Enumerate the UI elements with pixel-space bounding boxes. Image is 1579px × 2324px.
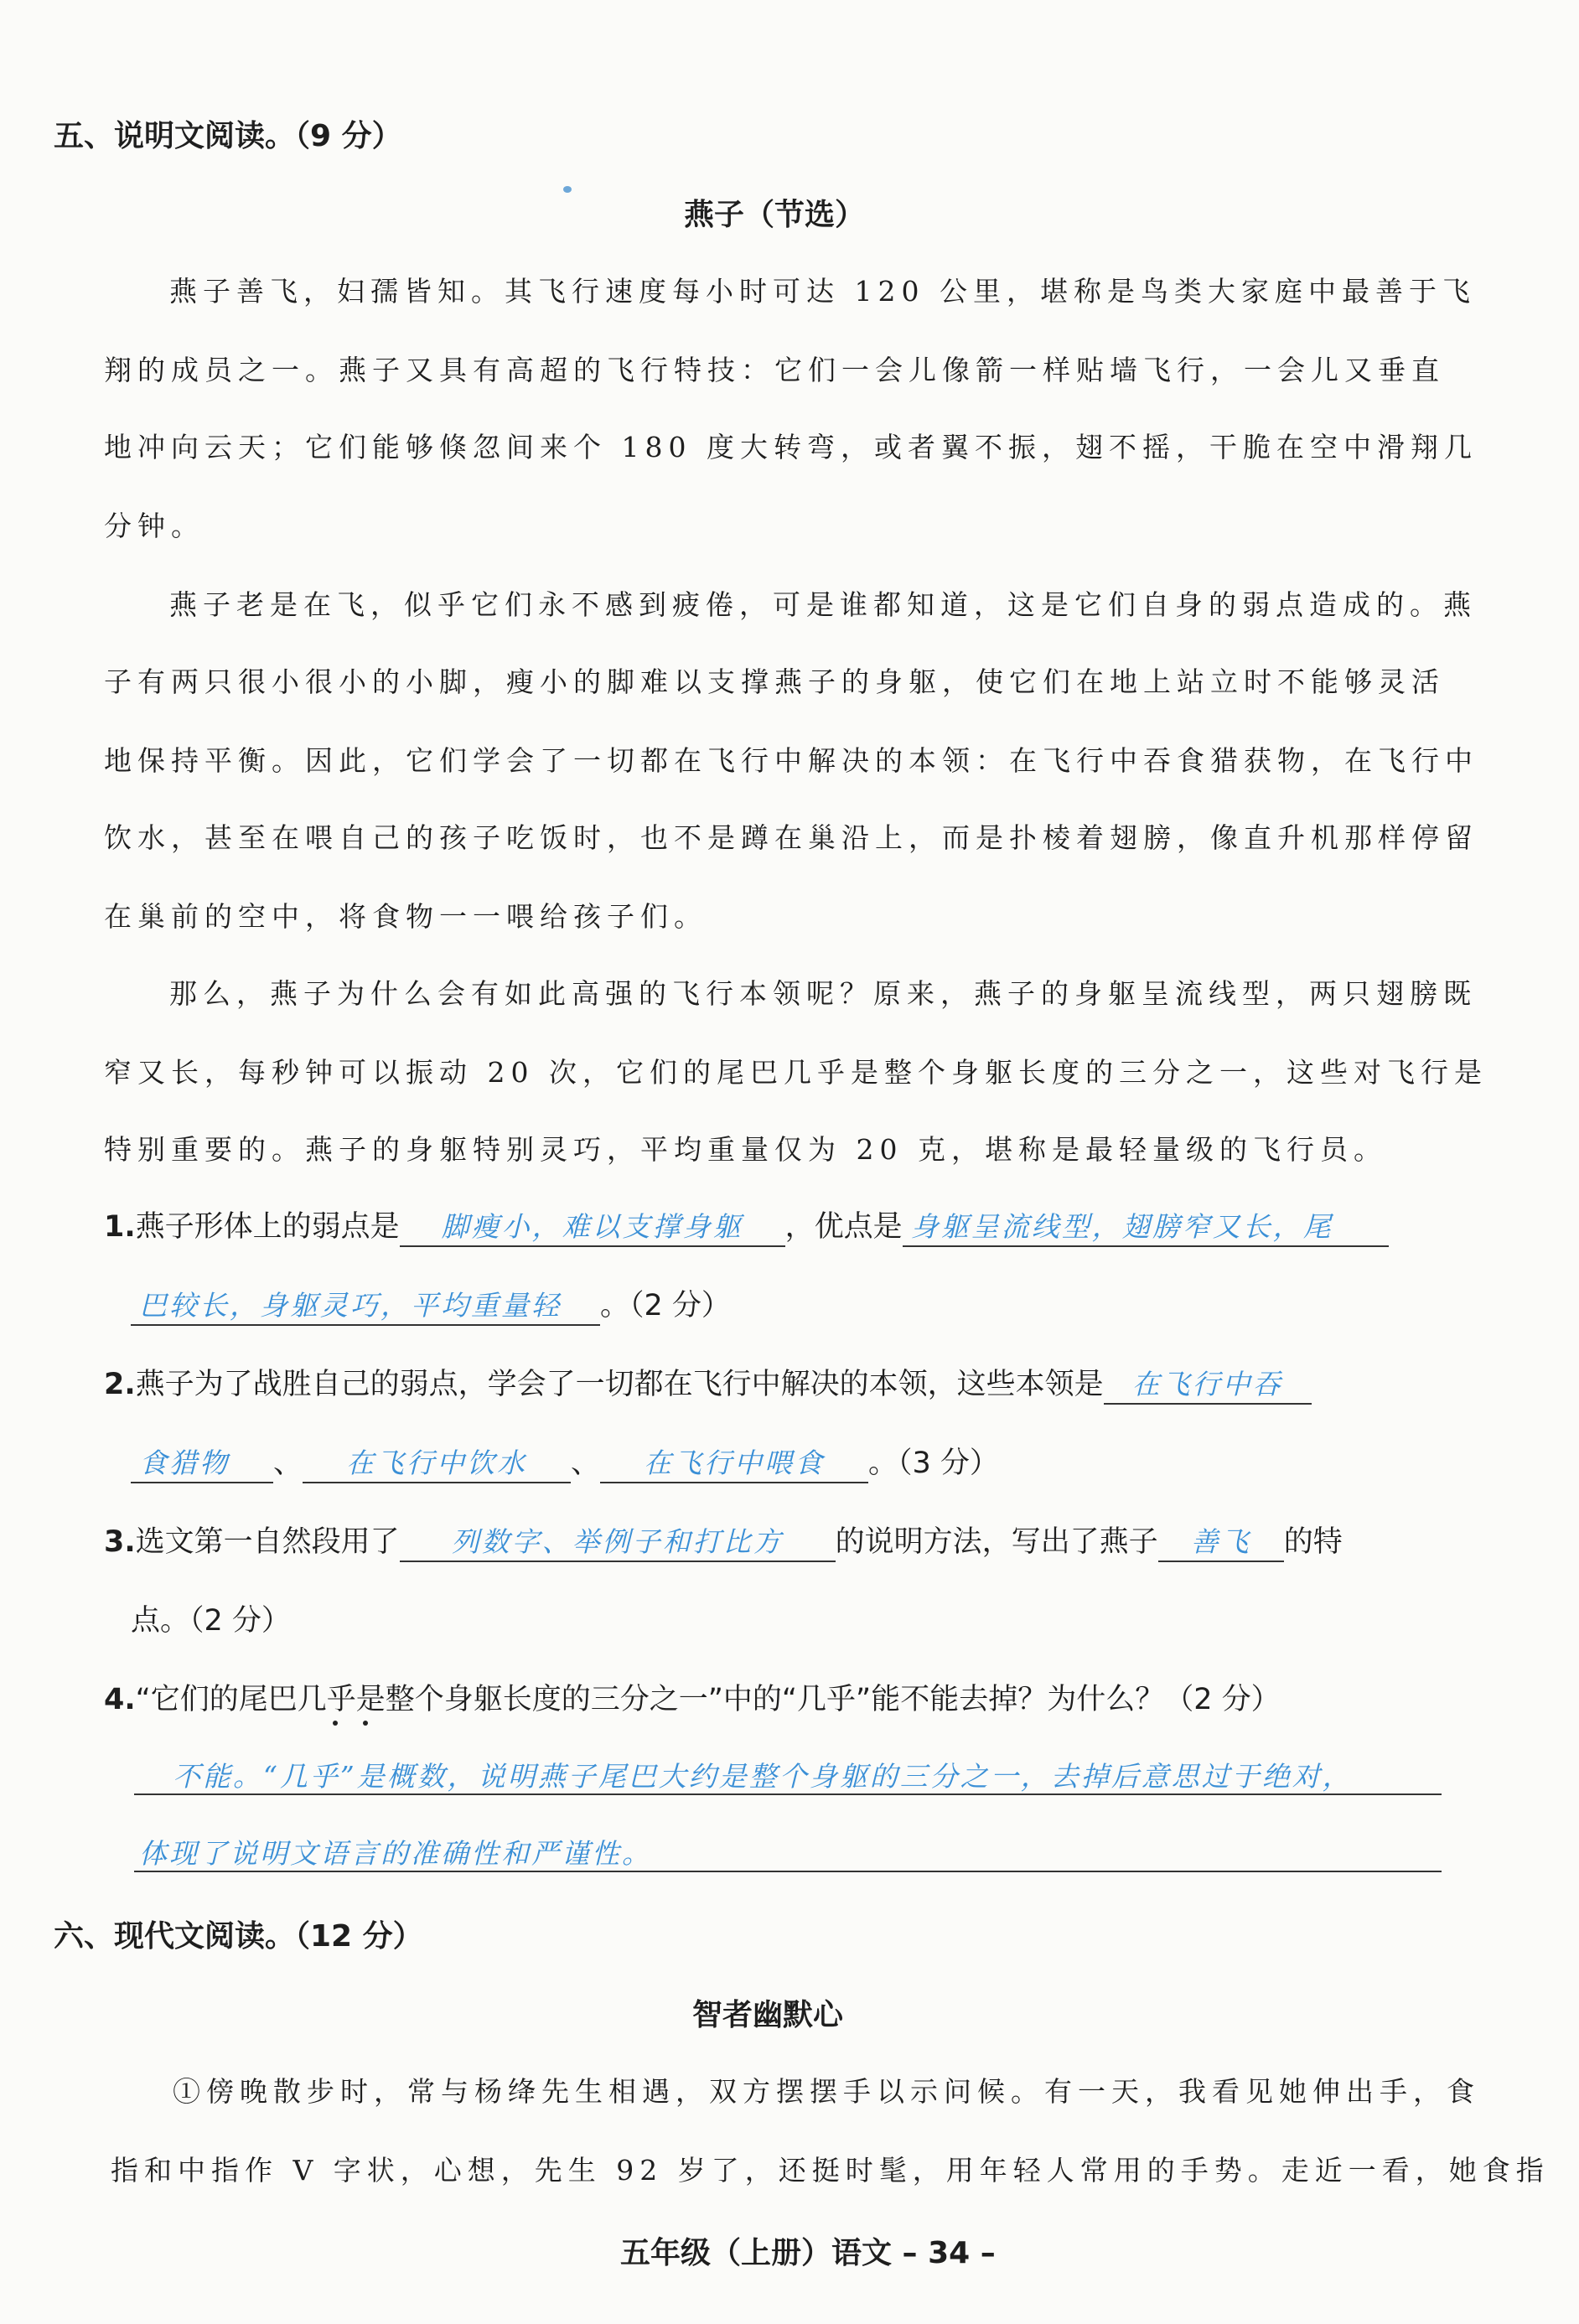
question-text: 燕子为了战胜自己的弱点，学会了一切都在飞行中解决的本领，这些本领是 — [135, 1368, 1104, 1401]
paragraph-line: 那么，燕子为什么会有如此高强的飞行本领呢？原来，燕子的身躯呈流线型，两只翅膀既 — [169, 977, 1477, 1010]
question-2-cont — [131, 1440, 999, 1483]
question-1 — [104, 1203, 1389, 1247]
paragraph-line: 地冲向云天；它们能够倏忽间来个 180 度大转弯，或者翼不振，翅不摇，干脆在空中滑翔几 — [104, 431, 1478, 463]
answer-text-4-cont[interactable]: 体现了说明文语言的准确性和严谨性。 — [139, 1837, 652, 1870]
question-text: ，优点是 — [784, 1210, 903, 1244]
question-number: 2. — [104, 1368, 136, 1401]
paragraph-line: 饮水，甚至在喂自己的孩子吃饭时，也不是蹲在巢沿上，而是扑棱着翅膀，像直升机那样停留 — [104, 821, 1478, 854]
answer-blank-feature[interactable]: 善飞 — [1158, 1524, 1284, 1562]
paragraph-line: 子有两只很小很小的小脚，瘦小的脚难以支撑燕子的身躯，使它们在地上站立时不能够灵活 — [104, 665, 1445, 698]
separator: 、 — [571, 1447, 601, 1480]
ink-speck — [563, 186, 572, 193]
question-score: 。（2 分） — [600, 1289, 731, 1322]
paragraph-line: 燕子善飞，妇孺皆知。其飞行速度每小时可达 120 公里，堪称是鸟类大家庭中最善于飞 — [169, 275, 1476, 308]
paragraph-line: 分钟。 — [104, 510, 204, 542]
paragraph-line: ①傍晚散步时，常与杨绛先生相遇，双方摆摆手以示问候。有一天，我看见她伸出手，食 — [173, 2075, 1480, 2108]
paragraph-line: 指和中指作 V 字状，心想，先生 92 岁了，还挺时髦，用年轻人常用的手势。走近一看，她食指 — [111, 2154, 1550, 2187]
separator: 、 — [273, 1447, 303, 1480]
question-4 — [104, 1676, 1281, 1718]
article-title-humor: 智者幽默心 — [692, 1998, 844, 2032]
emphasis-dot — [333, 1721, 338, 1726]
article-title-swallow: 燕子（节选） — [684, 198, 866, 232]
page-footer: 五年级（上册）语文 – 34 – — [620, 2236, 996, 2270]
question-3 — [104, 1519, 1343, 1562]
question-number: 1. — [104, 1210, 136, 1244]
answer-blank-strength[interactable]: 身躯呈流线型，翅膀窄又长，尾 — [903, 1209, 1389, 1247]
emphasis-dot — [363, 1721, 368, 1726]
paragraph-line: 特别重要的。燕子的身躯特别灵巧，平均重量仅为 20 克，堪称是最轻量级的飞行员。 — [104, 1133, 1387, 1166]
answer-blank-weakness[interactable]: 脚瘦小，难以支撑身躯 — [400, 1209, 785, 1247]
question-text: 的特 — [1283, 1525, 1343, 1559]
question-1-cont — [131, 1282, 731, 1326]
answer-blank-strength-cont[interactable]: 巴较长，身躯灵巧，平均重量轻 — [131, 1287, 600, 1326]
answer-blank-ability-2[interactable]: 在飞行中饮水 — [303, 1445, 571, 1483]
answer-blank-ability-1[interactable]: 在飞行中吞 — [1104, 1366, 1312, 1405]
section-5-title: 五、说明文阅读。（9 分） — [54, 119, 402, 153]
question-text: 燕子形体上的弱点是 — [135, 1210, 400, 1244]
answer-blank-ability-3[interactable]: 在飞行中喂食 — [600, 1445, 868, 1483]
answer-blank-method[interactable]: 列数字、举例子和打比方 — [400, 1524, 836, 1562]
section-6-title: 六、现代文阅读。（12 分） — [54, 1919, 423, 1954]
paragraph-line: 在巢前的空中，将食物一一喂给孩子们。 — [104, 900, 707, 933]
question-number: 3. — [104, 1525, 136, 1559]
paragraph-line: 燕子老是在飞，似乎它们永不感到疲倦，可是谁都知道，这是它们自身的弱点造成的。燕 — [169, 588, 1477, 621]
question-score: 。（3 分） — [868, 1447, 999, 1480]
answer-blank-ability-1-cont[interactable]: 食猎物 — [131, 1445, 273, 1483]
question-text: 的说明方法，写出了燕子 — [835, 1525, 1158, 1559]
question-3-cont: 点。（2 分） — [131, 1604, 291, 1638]
paragraph-line: 地保持平衡。因此，它们学会了一切都在飞行中解决的本领：在飞行中吞食猎获物，在飞行中 — [104, 744, 1478, 777]
paragraph-line: 窄又长，每秒钟可以振动 20 次，它们的尾巴几乎是整个身躯长度的三分之一，这些对飞行是 — [104, 1056, 1488, 1089]
answer-text-4[interactable]: 不能。“几乎”是概数，说明燕子尾巴大约是整个身躯的三分之一，去掉后意思过于绝对， — [173, 1760, 1353, 1793]
question-text: 选文第一自然段用了 — [135, 1525, 400, 1559]
question-text: “它们的尾巴几乎是整个身躯长度的三分之一”中的“几乎”能不能去掉？为什么？（2 分） — [135, 1683, 1281, 1716]
question-2 — [104, 1361, 1312, 1405]
paragraph-line: 翔的成员之一。燕子又具有高超的飞行特技：它们一会儿像箭一样贴墙飞行，一会儿又垂直 — [104, 354, 1445, 386]
question-number: 4. — [104, 1683, 136, 1716]
